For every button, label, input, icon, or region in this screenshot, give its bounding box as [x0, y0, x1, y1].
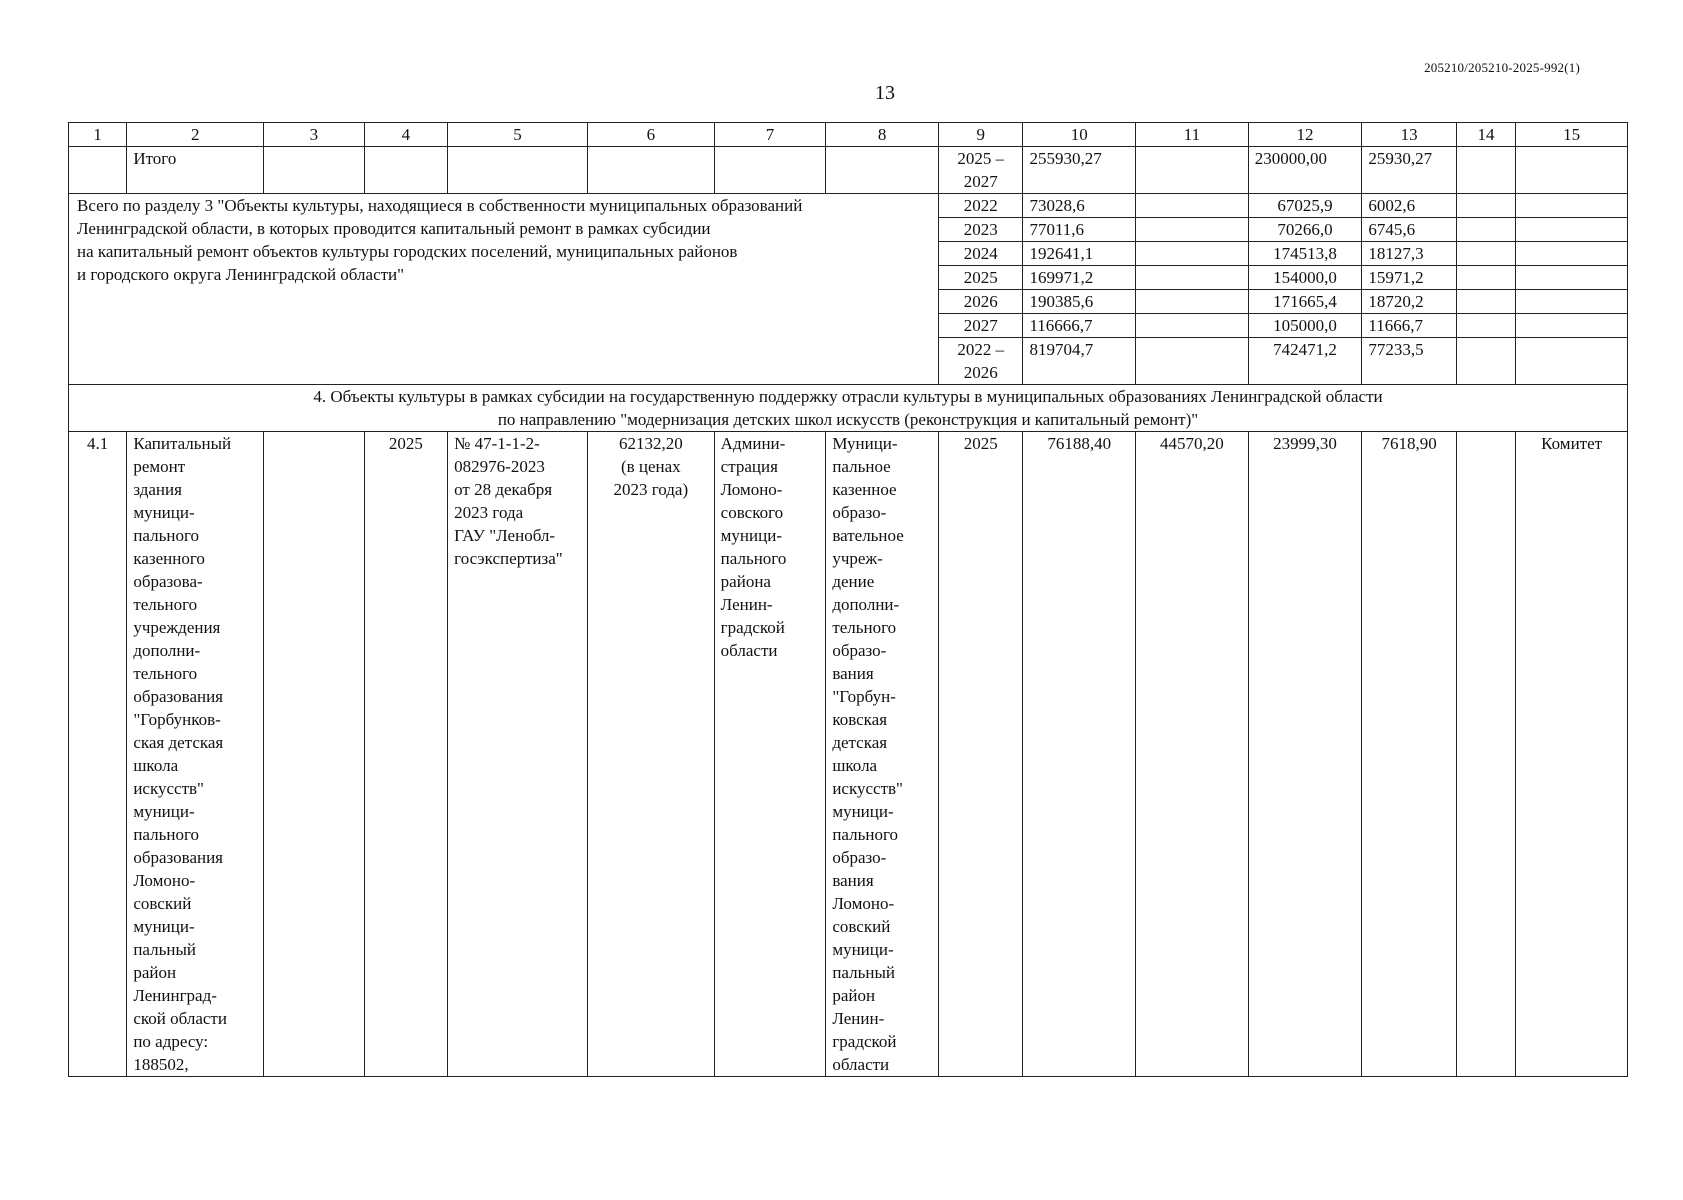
section3-year: 2022 [938, 194, 1022, 218]
section3-col13: 6002,6 [1362, 194, 1457, 218]
start-year: 2025 [364, 432, 447, 1077]
cell-line: по адресу: [133, 1032, 209, 1051]
col3-cell [264, 432, 365, 1077]
cell-line: ская детская [133, 733, 224, 752]
itogo-col12: 230000,00 [1248, 147, 1362, 194]
cell-line: 62132,20 [618, 434, 683, 453]
cell-line: искусств" [133, 779, 204, 798]
section3-total-col12: 742471,2 [1248, 338, 1362, 385]
cell-line: муници- [133, 917, 195, 936]
cell-line: 2023 года) [613, 480, 689, 499]
cell-line: муници- [720, 526, 782, 545]
data-table [68, 122, 1628, 1077]
section3-col14 [1456, 314, 1515, 338]
expertise-conclusion [448, 432, 588, 1077]
section3-col12: 105000,0 [1248, 314, 1362, 338]
column-number-10: 10 [1023, 123, 1136, 147]
section3-col10: 77011,6 [1023, 218, 1136, 242]
section3-total-period [938, 338, 1022, 385]
section3-col11 [1136, 218, 1249, 242]
section3-col11 [1136, 290, 1249, 314]
section3-col11 [1136, 242, 1249, 266]
section3-col15 [1516, 194, 1628, 218]
column-number-2: 2 [127, 123, 264, 147]
section3-text-line: и городского округа Ленинградской области" [77, 265, 405, 284]
cell-line: искусств" [832, 779, 903, 798]
col10-value: 76188,40 [1023, 432, 1136, 1077]
section4-title: 4. Объекты культуры в рамках субсидии на государственную поддержку отрасли культуры в муниципальных образованиях Ленинградской области по направлению "модернизация детских школ искусств (реконструкция и капитальный ремонт)" [69, 385, 1628, 432]
section3-total-col11 [1136, 338, 1249, 385]
cell-line: 082976-2023 [454, 457, 545, 476]
cell-line: пальное [832, 457, 891, 476]
itogo-label: Итого [127, 147, 264, 194]
section3-col14 [1456, 290, 1515, 314]
cell-line: вания [832, 871, 874, 890]
column-number-1: 1 [69, 123, 127, 147]
cell-line: страция [720, 457, 778, 476]
cell-line: от 28 декабря [454, 480, 553, 499]
section3-total-col10: 819704,7 [1023, 338, 1136, 385]
section3-col10: 169971,2 [1023, 266, 1136, 290]
column-number-9: 9 [938, 123, 1022, 147]
section3-col12: 67025,9 [1248, 194, 1362, 218]
cell-line: ремонт [133, 457, 186, 476]
financing-year: 2025 [938, 432, 1022, 1077]
column-number-15: 15 [1516, 123, 1628, 147]
section3-col14 [1456, 218, 1515, 242]
column-number-8: 8 [826, 123, 939, 147]
cell-line: муници- [133, 802, 195, 821]
cell-line: "Горбун- [832, 687, 896, 706]
section3-col15 [1516, 242, 1628, 266]
cell-line: пального [832, 825, 898, 844]
column-number-12: 12 [1248, 123, 1362, 147]
cell-line: учреждения [133, 618, 221, 637]
cell-line: области [720, 641, 778, 660]
section3-col12: 174513,8 [1248, 242, 1362, 266]
row-number: 4.1 [69, 432, 127, 1077]
section3-col10: 192641,1 [1023, 242, 1136, 266]
section3-text-line: Ленинградской области, в которых проводится капитальный ремонт в рамках субсидии [77, 219, 711, 238]
column-number-13: 13 [1362, 123, 1457, 147]
cell-line: казенное [832, 480, 897, 499]
responsible: Комитет [1516, 432, 1628, 1077]
section3-year: 2023 [938, 218, 1022, 242]
cell-line: пальный [133, 940, 196, 959]
section3-col13: 6745,6 [1362, 218, 1457, 242]
section3-total-col13: 77233,5 [1362, 338, 1457, 385]
col12-value: 23999,30 [1248, 432, 1362, 1077]
itogo-col11 [1136, 147, 1249, 194]
cell-line: "Горбунков- [133, 710, 221, 729]
cell-line: муници- [832, 802, 894, 821]
cell-line: здания [133, 480, 182, 499]
cell-line: Ленинград- [133, 986, 217, 1005]
cell-line: дение [832, 572, 875, 591]
customer [714, 432, 826, 1077]
cell-line: образо- [832, 641, 887, 660]
cell-line: Ленин- [832, 1009, 885, 1028]
column-number-11: 11 [1136, 123, 1249, 147]
cell-line: совского [720, 503, 784, 522]
cell-line: совский [832, 917, 891, 936]
cell-line: ковская [832, 710, 888, 729]
cell-line: Ломоно- [133, 871, 196, 890]
cell-line: тельного [133, 664, 198, 683]
cell-line: пального [133, 526, 200, 545]
cell-line: Ломоно- [720, 480, 783, 499]
cell-line: детская [832, 733, 888, 752]
section3-total-text [69, 194, 939, 385]
cell-line: ГАУ "Ленобл- [454, 526, 556, 545]
section3-col13: 18127,3 [1362, 242, 1457, 266]
column-number-14: 14 [1456, 123, 1515, 147]
cell-line: казенного [133, 549, 205, 568]
section3-col12: 70266,0 [1248, 218, 1362, 242]
col11-value: 44570,20 [1136, 432, 1249, 1077]
section3-year: 2025 [938, 266, 1022, 290]
cell-line: Админи- [720, 434, 786, 453]
section3-col13: 18720,2 [1362, 290, 1457, 314]
section3-total [69, 194, 1628, 385]
column-number-4: 4 [364, 123, 447, 147]
section3-col15 [1516, 290, 1628, 314]
period-line: 2022 – [957, 340, 1005, 359]
cell-line: пального [133, 825, 200, 844]
section3-col15 [1516, 266, 1628, 290]
column-number-7: 7 [714, 123, 826, 147]
cell-line: 2023 года [454, 503, 524, 522]
cell-line: (в ценах [620, 457, 681, 476]
itogo-col10: 255930,27 [1023, 147, 1136, 194]
recipient [826, 432, 939, 1077]
cell-line: вания [832, 664, 874, 683]
itogo-col13: 25930,27 [1362, 147, 1457, 194]
section3-total-col15 [1516, 338, 1628, 385]
cell-line: тельного [832, 618, 897, 637]
cell-line: градской [832, 1032, 897, 1051]
cell-line: муници- [133, 503, 195, 522]
cell-line: госэкспертиза" [454, 549, 563, 568]
cell-line: район [133, 963, 177, 982]
cell-line: совский [133, 894, 192, 913]
itogo-period: 2025 – 2027 [938, 147, 1022, 194]
section3-col13: 15971,2 [1362, 266, 1457, 290]
column-number-row [69, 123, 1628, 147]
estimated-cost [587, 432, 714, 1077]
section3-col13: 11666,7 [1362, 314, 1457, 338]
section3-col10: 73028,6 [1023, 194, 1136, 218]
section3-year: 2024 [938, 242, 1022, 266]
object-name [127, 432, 264, 1077]
section3-col10: 116666,7 [1023, 314, 1136, 338]
page-number: 13 [875, 82, 895, 104]
section3-col15 [1516, 314, 1628, 338]
section3-year: 2026 [938, 290, 1022, 314]
cell-line: градской [720, 618, 785, 637]
cell-line: учреж- [832, 549, 883, 568]
cell-line: тельного [133, 595, 198, 614]
cell-line: пального [720, 549, 787, 568]
cell-line: вательное [832, 526, 904, 545]
cell-line: области [832, 1055, 890, 1074]
cell-line: образования [133, 848, 224, 867]
column-number-3: 3 [264, 123, 365, 147]
section3-col10: 190385,6 [1023, 290, 1136, 314]
cell-line: образования [133, 687, 224, 706]
cell-line: Капитальный [133, 434, 232, 453]
section3-year: 2027 [938, 314, 1022, 338]
section3-col14 [1456, 194, 1515, 218]
cell-line: 188502, [133, 1055, 189, 1074]
cell-line: Ленин- [720, 595, 773, 614]
col14-value [1456, 432, 1515, 1077]
section3-text-line: на капитальный ремонт объектов культуры городских поселений, муниципальных районов [77, 242, 738, 261]
section3-col11 [1136, 266, 1249, 290]
col13-value: 7618,90 [1362, 432, 1457, 1077]
table-row-4-1 [69, 432, 1628, 1077]
cell-line: муници- [832, 940, 894, 959]
cell-line: дополни- [133, 641, 201, 660]
section3-col11 [1136, 194, 1249, 218]
cell-line: дополни- [832, 595, 900, 614]
itogo-row [69, 147, 1628, 194]
cell-line: Ломоно- [832, 894, 895, 913]
cell-line: образо- [832, 503, 887, 522]
column-number-6: 6 [587, 123, 714, 147]
cell-line: школа [133, 756, 179, 775]
section3-text-line: Всего по разделу 3 "Объекты культуры, находящиеся в собственности муниципальных образований [77, 196, 803, 215]
cell-line: Муници- [832, 434, 898, 453]
cell-line: район [832, 986, 876, 1005]
cell-line: ской области [133, 1009, 227, 1028]
section4-title-row [69, 385, 1628, 432]
section3-col12: 154000,0 [1248, 266, 1362, 290]
section3-col14 [1456, 266, 1515, 290]
section3-col15 [1516, 218, 1628, 242]
section3-year-row [69, 194, 1628, 218]
cell-line: образо- [832, 848, 887, 867]
cell-line: района [720, 572, 771, 591]
document-id: 205210/205210-2025-992(1) [1424, 60, 1580, 75]
section3-col14 [1456, 242, 1515, 266]
section3-total-col14 [1456, 338, 1515, 385]
section3-col12: 171665,4 [1248, 290, 1362, 314]
cell-line: пальный [832, 963, 895, 982]
cell-line: образова- [133, 572, 203, 591]
cell-line: № 47-1-1-2- [454, 434, 540, 453]
section3-col11 [1136, 314, 1249, 338]
period-line: 2026 [963, 363, 998, 382]
column-number-5: 5 [448, 123, 588, 147]
cell-line: школа [832, 756, 878, 775]
